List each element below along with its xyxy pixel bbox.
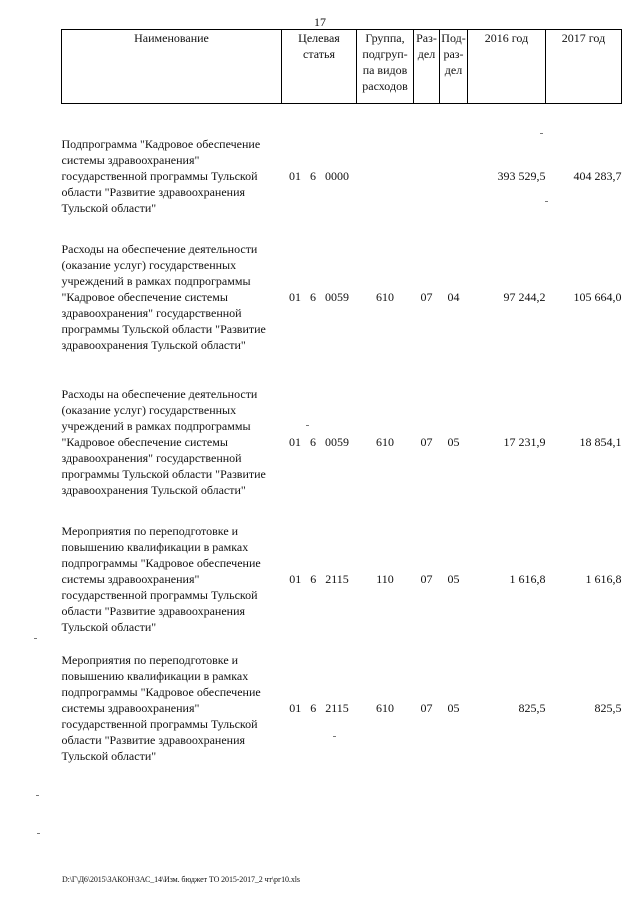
scan-speck <box>306 425 309 426</box>
row-amount-2017: 105 664,0 <box>573 290 622 304</box>
cs-part: 0059 <box>325 290 349 304</box>
row-target-article <box>282 652 357 764</box>
cs-part: 01 <box>289 290 301 304</box>
row-subsection: 05 <box>447 572 460 586</box>
header-name: Наименование <box>62 30 282 104</box>
row-subsection: 04 <box>447 290 460 304</box>
header-subsection: Под-раз-дел <box>440 30 468 104</box>
row-expense-group <box>357 136 414 216</box>
row-section <box>414 136 440 216</box>
table-row <box>62 652 622 764</box>
header-target-article: Целевая статья <box>282 30 357 104</box>
row-amount-2016: 1 616,8 <box>509 572 546 586</box>
spacer-row <box>62 216 622 233</box>
page-number: 17 <box>314 15 326 29</box>
row-amount-2016: 17 231,9 <box>503 435 546 449</box>
scan-speck <box>545 201 548 202</box>
header-year-2017: 2017 год <box>546 30 622 104</box>
budget-table-frame <box>61 29 621 764</box>
row-subsection <box>440 136 468 216</box>
spacer-row <box>62 361 622 378</box>
header-expense-group: Группа, подгруп-па видов расходов <box>357 30 414 104</box>
spacer-row <box>62 506 622 523</box>
table-row <box>62 136 622 216</box>
row-amount-2016: 393 529,5 <box>497 169 546 183</box>
row-amount-2017: 18 854,1 <box>579 435 622 449</box>
spacer-row <box>62 635 622 652</box>
row-name: Мероприятия по переподготовке и повышению квалификации в рамках подпрограммы "Кадровое обеспечение системы здравоохранения" государственной программы Тульской области "Развитие здравоохранения Тульской области" <box>61 653 261 763</box>
row-subsection: 05 <box>447 701 460 715</box>
scan-speck <box>36 795 39 796</box>
cs-part: 01 <box>289 701 302 715</box>
cs-part: 2115 <box>325 701 349 715</box>
row-amount-2017: 825,5 <box>594 701 622 715</box>
table-row <box>62 523 622 635</box>
scan-speck <box>37 833 40 834</box>
row-target-article <box>282 136 357 216</box>
row-expense-group: 610 <box>376 435 394 449</box>
row-section: 07 <box>420 435 433 449</box>
row-subsection: 05 <box>447 435 460 449</box>
cs-part: 6 <box>310 572 317 586</box>
row-target-article <box>282 378 357 506</box>
row-section: 07 <box>420 701 433 715</box>
row-expense-group: 610 <box>376 290 394 304</box>
spacer-row <box>62 104 622 137</box>
table-row <box>62 378 622 506</box>
cs-part: 2115 <box>325 572 349 586</box>
row-amount-2016: 825,5 <box>518 701 546 715</box>
row-section: 07 <box>420 290 433 304</box>
row-name: Мероприятия по переподготовке и повышению квалификации в рамках подпрограммы "Кадровое обеспечение системы здравоохранения" государственной программы Тульской области "Развитие здравоохранения Тульской области" <box>61 524 261 634</box>
cs-part: 01 <box>289 169 301 183</box>
scan-speck <box>34 638 37 639</box>
cs-part: 0059 <box>325 435 349 449</box>
cs-part: 01 <box>289 572 302 586</box>
row-name: Расходы на обеспечение деятельности (оказание услуг) государственных учреждений в рамках подпрограммы "Кадровое обеспечение системы здравоохранения" государственной программы Тульской области "Развитие здравоохранения Тульской области" <box>61 242 266 352</box>
row-target-article <box>282 233 357 361</box>
row-amount-2017: 1 616,8 <box>585 572 622 586</box>
cs-part: 01 <box>289 435 301 449</box>
footer-file-path: D:\Г\Д6\2015\ЗАКОН\ЗАС_14\Изм. бюджет ТО 2015-2017_2 чт\рг10.xls <box>62 875 300 884</box>
table-header-row <box>62 30 622 104</box>
cs-part: 6 <box>310 169 316 183</box>
row-amount-2016: 97 244,2 <box>503 290 546 304</box>
header-year-2016: 2016 год <box>468 30 546 104</box>
row-expense-group: 110 <box>376 572 394 586</box>
cs-part: 6 <box>310 435 316 449</box>
cs-part: 0000 <box>325 169 349 183</box>
cs-part: 6 <box>310 701 317 715</box>
scan-speck <box>333 736 336 737</box>
cs-part: 6 <box>310 290 316 304</box>
row-section: 07 <box>420 572 433 586</box>
header-section: Раз-дел <box>414 30 440 104</box>
scan-speck <box>540 133 543 134</box>
row-name: Подпрограмма "Кадровое обеспечение системы здравоохранения" государственной программы Тульской области "Развитие здравоохранения Тульской области" <box>61 137 261 215</box>
row-target-article <box>282 523 357 635</box>
table-row <box>62 233 622 361</box>
row-expense-group: 610 <box>376 701 394 715</box>
row-amount-2017: 404 283,7 <box>573 169 622 183</box>
budget-table <box>61 29 622 764</box>
row-name: Расходы на обеспечение деятельности (оказание услуг) государственных учреждений в рамках подпрограммы "Кадровое обеспечение системы здравоохранения" государственной программы Тульской области "Развитие здравоохранения Тульской области" <box>61 387 266 497</box>
